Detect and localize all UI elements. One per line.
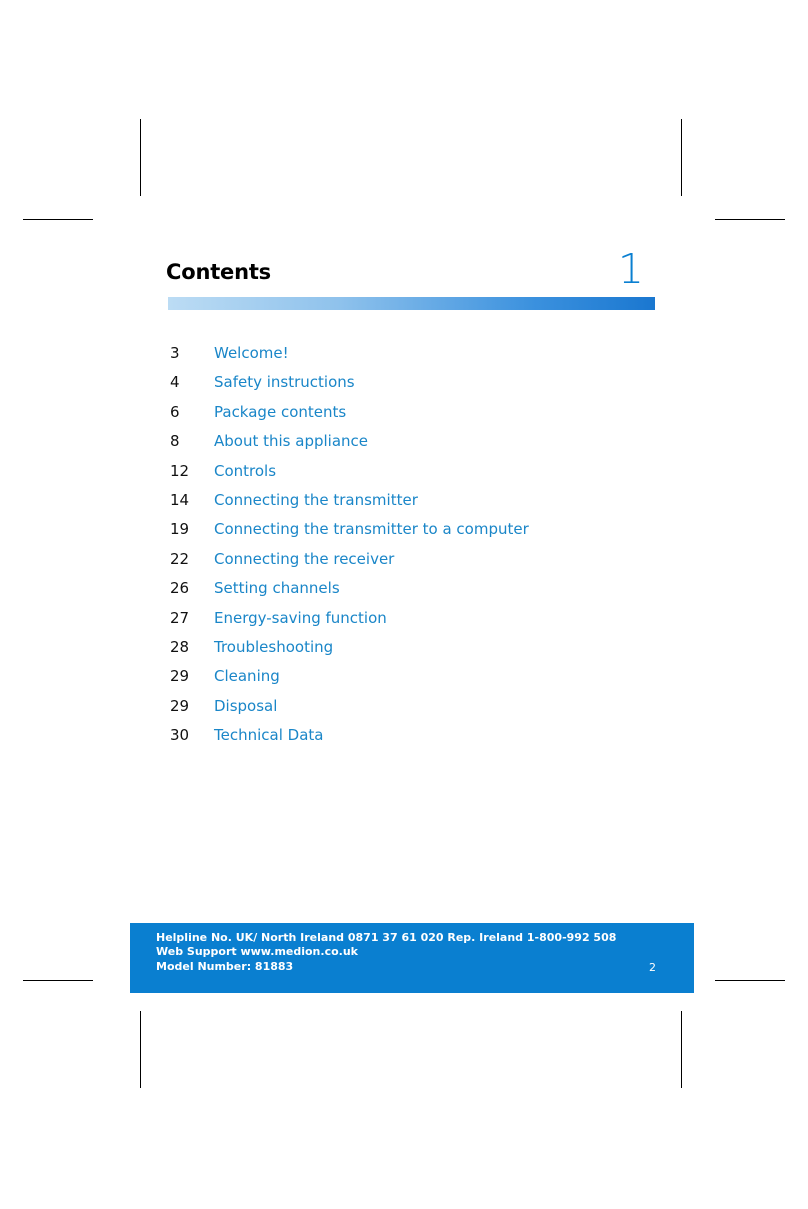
toc-link[interactable]: Connecting the receiver bbox=[214, 549, 395, 568]
toc-row bbox=[0, 457, 808, 486]
toc-page-number: 19 bbox=[170, 520, 190, 539]
toc-row bbox=[0, 574, 808, 603]
toc-row bbox=[0, 662, 808, 691]
toc-link[interactable]: Controls bbox=[214, 461, 277, 480]
toc-link[interactable]: Cleaning bbox=[214, 667, 280, 686]
crop-mark bbox=[140, 119, 141, 196]
toc-row bbox=[0, 339, 808, 368]
crop-mark bbox=[140, 1011, 141, 1088]
toc-row bbox=[0, 486, 808, 515]
toc-link[interactable]: Safety instructions bbox=[214, 373, 355, 392]
toc-link[interactable]: About this appliance bbox=[214, 432, 368, 451]
toc-link[interactable]: Connecting the transmitter to a computer bbox=[214, 520, 529, 539]
header-gradient-bar bbox=[168, 297, 655, 310]
toc-link[interactable]: Connecting the transmitter bbox=[214, 491, 418, 509]
toc-row bbox=[0, 398, 808, 427]
toc-page-number: 22 bbox=[170, 549, 190, 568]
toc-row bbox=[0, 515, 808, 544]
crop-mark bbox=[681, 119, 682, 196]
toc-page-number: 12 bbox=[170, 461, 190, 480]
toc-page-number: 4 bbox=[170, 373, 180, 392]
toc-page-number: 29 bbox=[170, 667, 190, 686]
toc-page-number: 27 bbox=[170, 608, 190, 627]
toc-link[interactable]: Setting channels bbox=[214, 579, 340, 598]
toc-row bbox=[0, 633, 808, 662]
crop-mark bbox=[681, 1011, 682, 1088]
crop-mark bbox=[715, 219, 785, 220]
toc-row bbox=[0, 545, 808, 574]
crop-mark bbox=[715, 980, 785, 981]
toc-page-number: 8 bbox=[170, 432, 180, 451]
toc-row bbox=[0, 692, 808, 721]
chapter-number: 1 bbox=[617, 245, 644, 293]
toc-link[interactable]: Energy-saving function bbox=[214, 608, 387, 627]
footer-banner bbox=[130, 923, 694, 993]
crop-mark bbox=[23, 980, 93, 981]
toc-page-number: 30 bbox=[170, 726, 190, 745]
toc-row bbox=[0, 604, 808, 633]
toc-page-number: 26 bbox=[170, 579, 190, 598]
web-support-text: Web Support www.medion.co.uk bbox=[156, 945, 358, 958]
toc-page-number: 3 bbox=[170, 344, 180, 362]
toc-row bbox=[0, 368, 808, 397]
toc-link[interactable]: Package contents bbox=[214, 402, 347, 421]
toc-page-number: 14 bbox=[170, 491, 190, 509]
toc-page-number: 28 bbox=[170, 638, 190, 656]
toc-link[interactable]: Troubleshooting bbox=[214, 638, 334, 656]
toc-link[interactable]: Technical Data bbox=[214, 726, 324, 745]
toc-link[interactable]: Disposal bbox=[214, 696, 278, 715]
page-number: 2 bbox=[649, 961, 656, 974]
toc-row bbox=[0, 427, 808, 456]
page-title: Contents bbox=[166, 260, 271, 284]
toc-link[interactable]: Welcome! bbox=[214, 344, 289, 362]
model-number-text: Model Number: 81883 bbox=[156, 960, 294, 973]
toc-row bbox=[0, 721, 808, 750]
crop-mark bbox=[23, 219, 93, 220]
toc-page-number: 6 bbox=[170, 402, 180, 421]
toc-page-number: 29 bbox=[170, 696, 190, 715]
helpline-text: Helpline No. UK/ North Ireland 0871 37 61 020 Rep. Ireland 1-800-992 508 bbox=[156, 931, 617, 944]
